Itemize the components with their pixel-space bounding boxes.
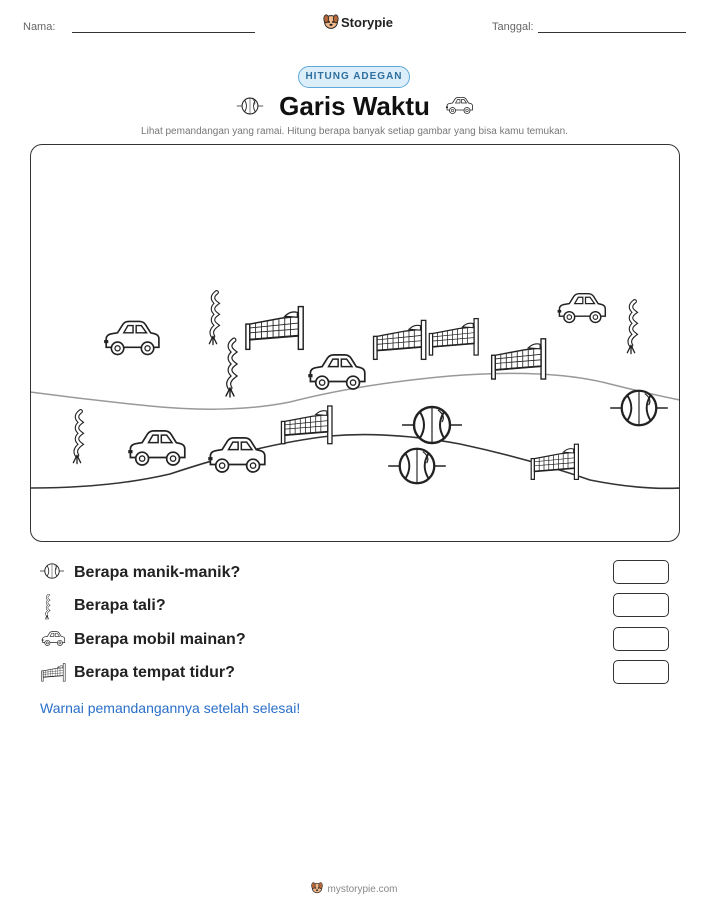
dog-mascot-icon: [311, 882, 323, 894]
page-title: Garis Waktu: [279, 91, 430, 121]
name-field[interactable]: [72, 32, 255, 33]
scene-rope: [73, 411, 80, 463]
question-beds: Berapa tempat tidur?: [74, 664, 235, 681]
scene-car: [557, 293, 605, 322]
brand-logo: [323, 14, 403, 32]
name-label: Nama:: [23, 21, 56, 33]
coloring-note: Warnai pemandangannya setelah selesai!: [40, 700, 301, 716]
toy-car-icon: [40, 630, 66, 648]
scene-car: [128, 430, 185, 464]
question-ropes: Berapa tali?: [74, 597, 166, 614]
instructions: Lihat pemandangan yang ramai. Hitung berapa banyak setiap gambar yang bisa kamu temukan.: [141, 126, 568, 137]
scene-rope: [627, 301, 634, 353]
scene-bed: [373, 320, 425, 359]
dog-mascot-icon: [323, 14, 339, 30]
scene-canvas: [30, 144, 680, 542]
scene-bed: [245, 306, 302, 349]
date-field[interactable]: [538, 32, 686, 33]
scene-car: [208, 437, 265, 471]
scene-car: [104, 321, 159, 354]
answer-box-ropes[interactable]: [613, 593, 669, 617]
answer-box-beds[interactable]: [613, 660, 669, 684]
footer-url: mystorypie.com: [327, 884, 398, 895]
answer-box-beads[interactable]: [613, 560, 669, 584]
date-label: Tanggal:: [492, 21, 534, 33]
scene-bed: [429, 318, 478, 354]
bead-icon: [40, 561, 64, 581]
rope-icon: [40, 594, 54, 620]
scene-car: [308, 354, 365, 388]
activity-badge: HITUNG ADEGAN: [298, 66, 410, 88]
bed-icon: [40, 662, 68, 682]
scene-bead: [388, 448, 446, 483]
front-hill-line: [30, 434, 680, 488]
brand-name: Storypie: [341, 15, 394, 30]
answer-box-cars[interactable]: [613, 627, 669, 651]
question-cars: Berapa mobil mainan?: [74, 631, 246, 648]
scene-rope: [226, 340, 234, 397]
question-beads: Berapa manik-manik?: [74, 564, 241, 581]
scene-rope: [209, 292, 216, 344]
footer: [0, 882, 709, 895]
counting-scene: [30, 144, 680, 542]
toy-car-icon: [444, 95, 474, 117]
scene-bed: [281, 406, 332, 444]
